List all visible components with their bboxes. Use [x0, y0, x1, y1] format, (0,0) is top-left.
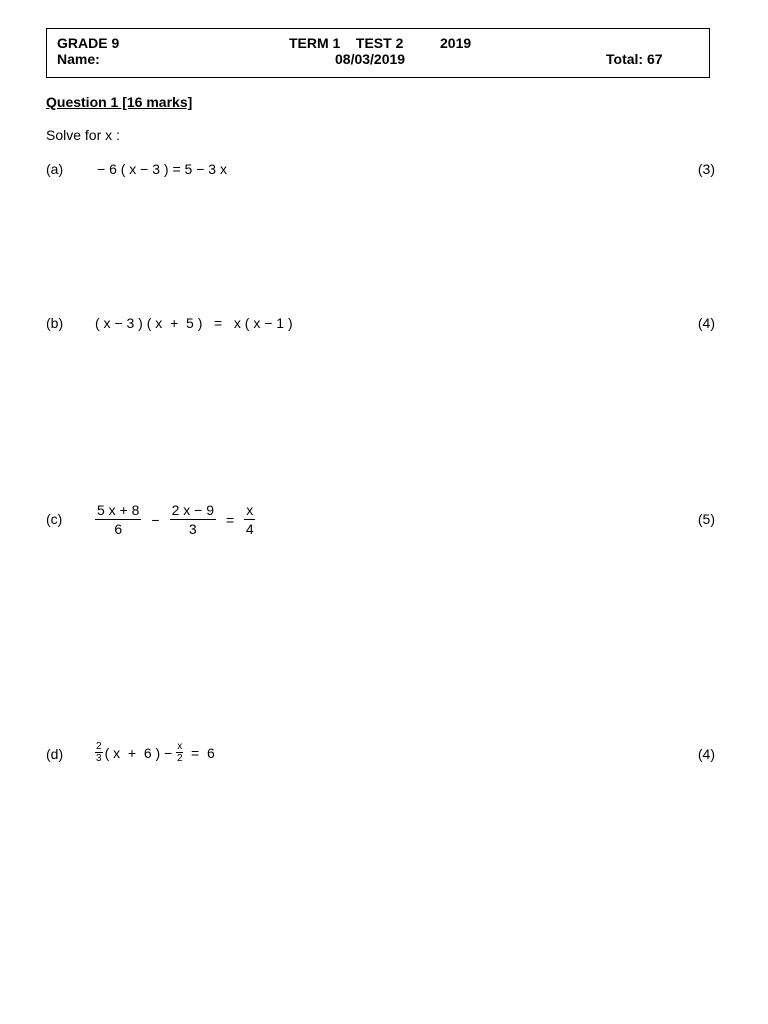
- part-d-label: (d): [46, 746, 64, 762]
- date-label: 08/03/2019: [335, 51, 406, 67]
- part-d-marks: (4): [697, 746, 715, 762]
- fraction-numerator: 2 x − 9: [171, 502, 215, 518]
- part-a-label: (a): [46, 161, 64, 177]
- part-c-equation: [95, 502, 255, 537]
- part-b-equation: ( x − 3 ) ( x + 5 ) = x ( x − 1 ): [95, 315, 293, 331]
- name-label: Name:: [57, 51, 100, 67]
- question-title: Question 1 [16 marks]: [46, 94, 193, 110]
- part-a-equation: − 6 ( x − 3 ) = 5 − 3 x: [97, 161, 227, 177]
- part-b-label: (b): [46, 315, 64, 331]
- fraction-numerator: x: [246, 502, 254, 518]
- fraction-numerator: 2: [96, 741, 102, 752]
- fraction-x-over-2: [176, 741, 183, 764]
- part-c-label: (c): [46, 511, 63, 527]
- total-label: Total: 67: [606, 51, 663, 67]
- grade-label: GRADE 9: [57, 35, 120, 51]
- part-b-marks: (4): [697, 315, 715, 331]
- fraction-denominator: 3: [96, 753, 102, 764]
- part-d-middle-term: ( x + 6 ) −: [104, 744, 173, 761]
- fraction-denominator: 3: [188, 521, 197, 537]
- question-instruction: Solve for x :: [46, 127, 120, 143]
- year-label: 2019: [440, 35, 472, 51]
- part-c-marks: (5): [697, 511, 715, 527]
- fraction-5x-plus-8-over-6: [95, 502, 141, 537]
- fraction-numerator: 5 x + 8: [97, 502, 140, 518]
- fraction-denominator: 4: [245, 521, 254, 537]
- term-test-label: TERM 1 TEST 2: [289, 35, 404, 51]
- fraction-2x-minus-9-over-3: [170, 502, 216, 537]
- part-d-equation: [95, 741, 215, 764]
- header-box: [46, 28, 710, 78]
- fraction-2-over-3: [95, 741, 103, 764]
- minus-sign: −: [151, 511, 160, 528]
- fraction-numerator: x: [177, 741, 183, 752]
- part-d-rhs: = 6: [183, 744, 215, 761]
- equals-sign: =: [226, 511, 235, 528]
- fraction-denominator: 2: [176, 753, 183, 764]
- fraction-denominator: 6: [114, 521, 123, 537]
- fraction-x-over-4: [244, 502, 255, 537]
- part-a-marks: (3): [697, 161, 715, 177]
